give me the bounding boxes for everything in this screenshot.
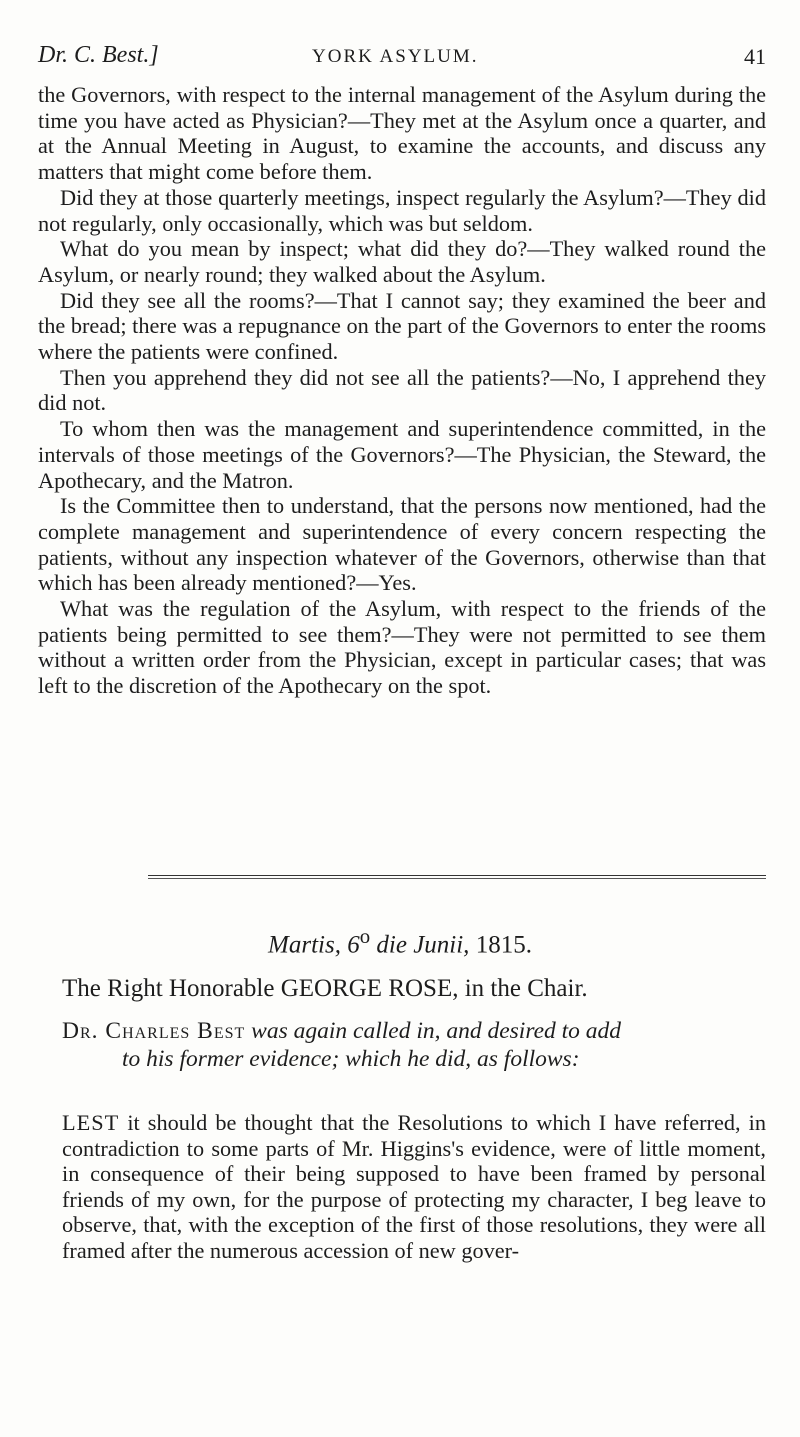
date-text: Martis, 6 (268, 931, 360, 959)
section-divider (148, 875, 766, 876)
intro-line1: was again called in, and desired to add (245, 1018, 622, 1044)
witness-statement (62, 1110, 766, 1264)
statement-text: it should be thought that the Resolutions to which I have referred, in contradiction to some parts of Mr. Higgins's evidence, were of little moment, in consequence of their being supposed to have been framed by personal friends of my own, for the purpose of protecting my character, I beg leave to observe, that, with the exception of the first of those resolutions, they were all framed after the numerous accession of new gover- (62, 1110, 766, 1263)
chair-line: The Right Honorable GEORGE ROSE, in the Chair. (62, 975, 588, 1002)
paragraph: Did they at those quarterly meetings, inspect regularly the Asylum?—They did not regularly, only occasionally, which was but seldom. (38, 184, 766, 236)
statement-first-word: LEST (62, 1110, 120, 1135)
paragraph: Did they see all the rooms?—That I cannot say; they examined the beer and the bread; there was a repugnance on the part of the Governors to enter the rooms where the patients were confined. (38, 287, 766, 365)
header-title: YORK ASYLUM. (312, 46, 479, 67)
header-author: Dr. C. Best.] (38, 42, 159, 68)
paragraph: Is the Committee then to understand, that the persons now mentioned, had the complete management and superintendence of every concern respecting the patients, without any inspection whatever of the Governors, otherwise than that which has been already mentioned?—Yes. (38, 493, 766, 596)
paragraph: What was the regulation of the Asylum, with respect to the friends of the patients being permitted to see them?—They were not permitted to see them without a written order from the Physician, except in particular cases; that was left to the discretion of the Apothecary on the spot. (38, 596, 766, 699)
witness-intro (62, 1017, 766, 1073)
paragraph: To whom then was the management and superintendence committed, in the intervals of those meetings of the Governors?—The Physician, the Steward, the Apothecary, and the Matron. (38, 416, 766, 493)
date-year: 1815. (475, 931, 532, 959)
date-rest: die Junii, (370, 931, 470, 959)
witness-name: Dr. Charles Best (62, 1018, 246, 1044)
session-date (0, 924, 800, 959)
intro-line2: to his former evidence; which he did, as follows: (122, 1046, 580, 1072)
page-number: 41 (744, 44, 766, 69)
paragraph: What do you mean by inspect; what did they do?—They walked round the Asylum, or nearly round; they walked about the Asylum. (38, 236, 766, 287)
testimony-text (38, 82, 766, 699)
running-head (38, 42, 766, 76)
section-divider-lower (148, 878, 766, 879)
paragraph: Then you apprehend they did not see all the patients?—No, I apprehend they did not. (38, 364, 766, 416)
paragraph: the Governors, with respect to the internal management of the Asylum during the time you have acted as Physician?—They met at the Asylum once a quarter, and at the Annual Meeting in August, to examine the accounts, and discuss any matters that might come before them. (38, 82, 766, 185)
date-superscript: o (359, 924, 371, 948)
